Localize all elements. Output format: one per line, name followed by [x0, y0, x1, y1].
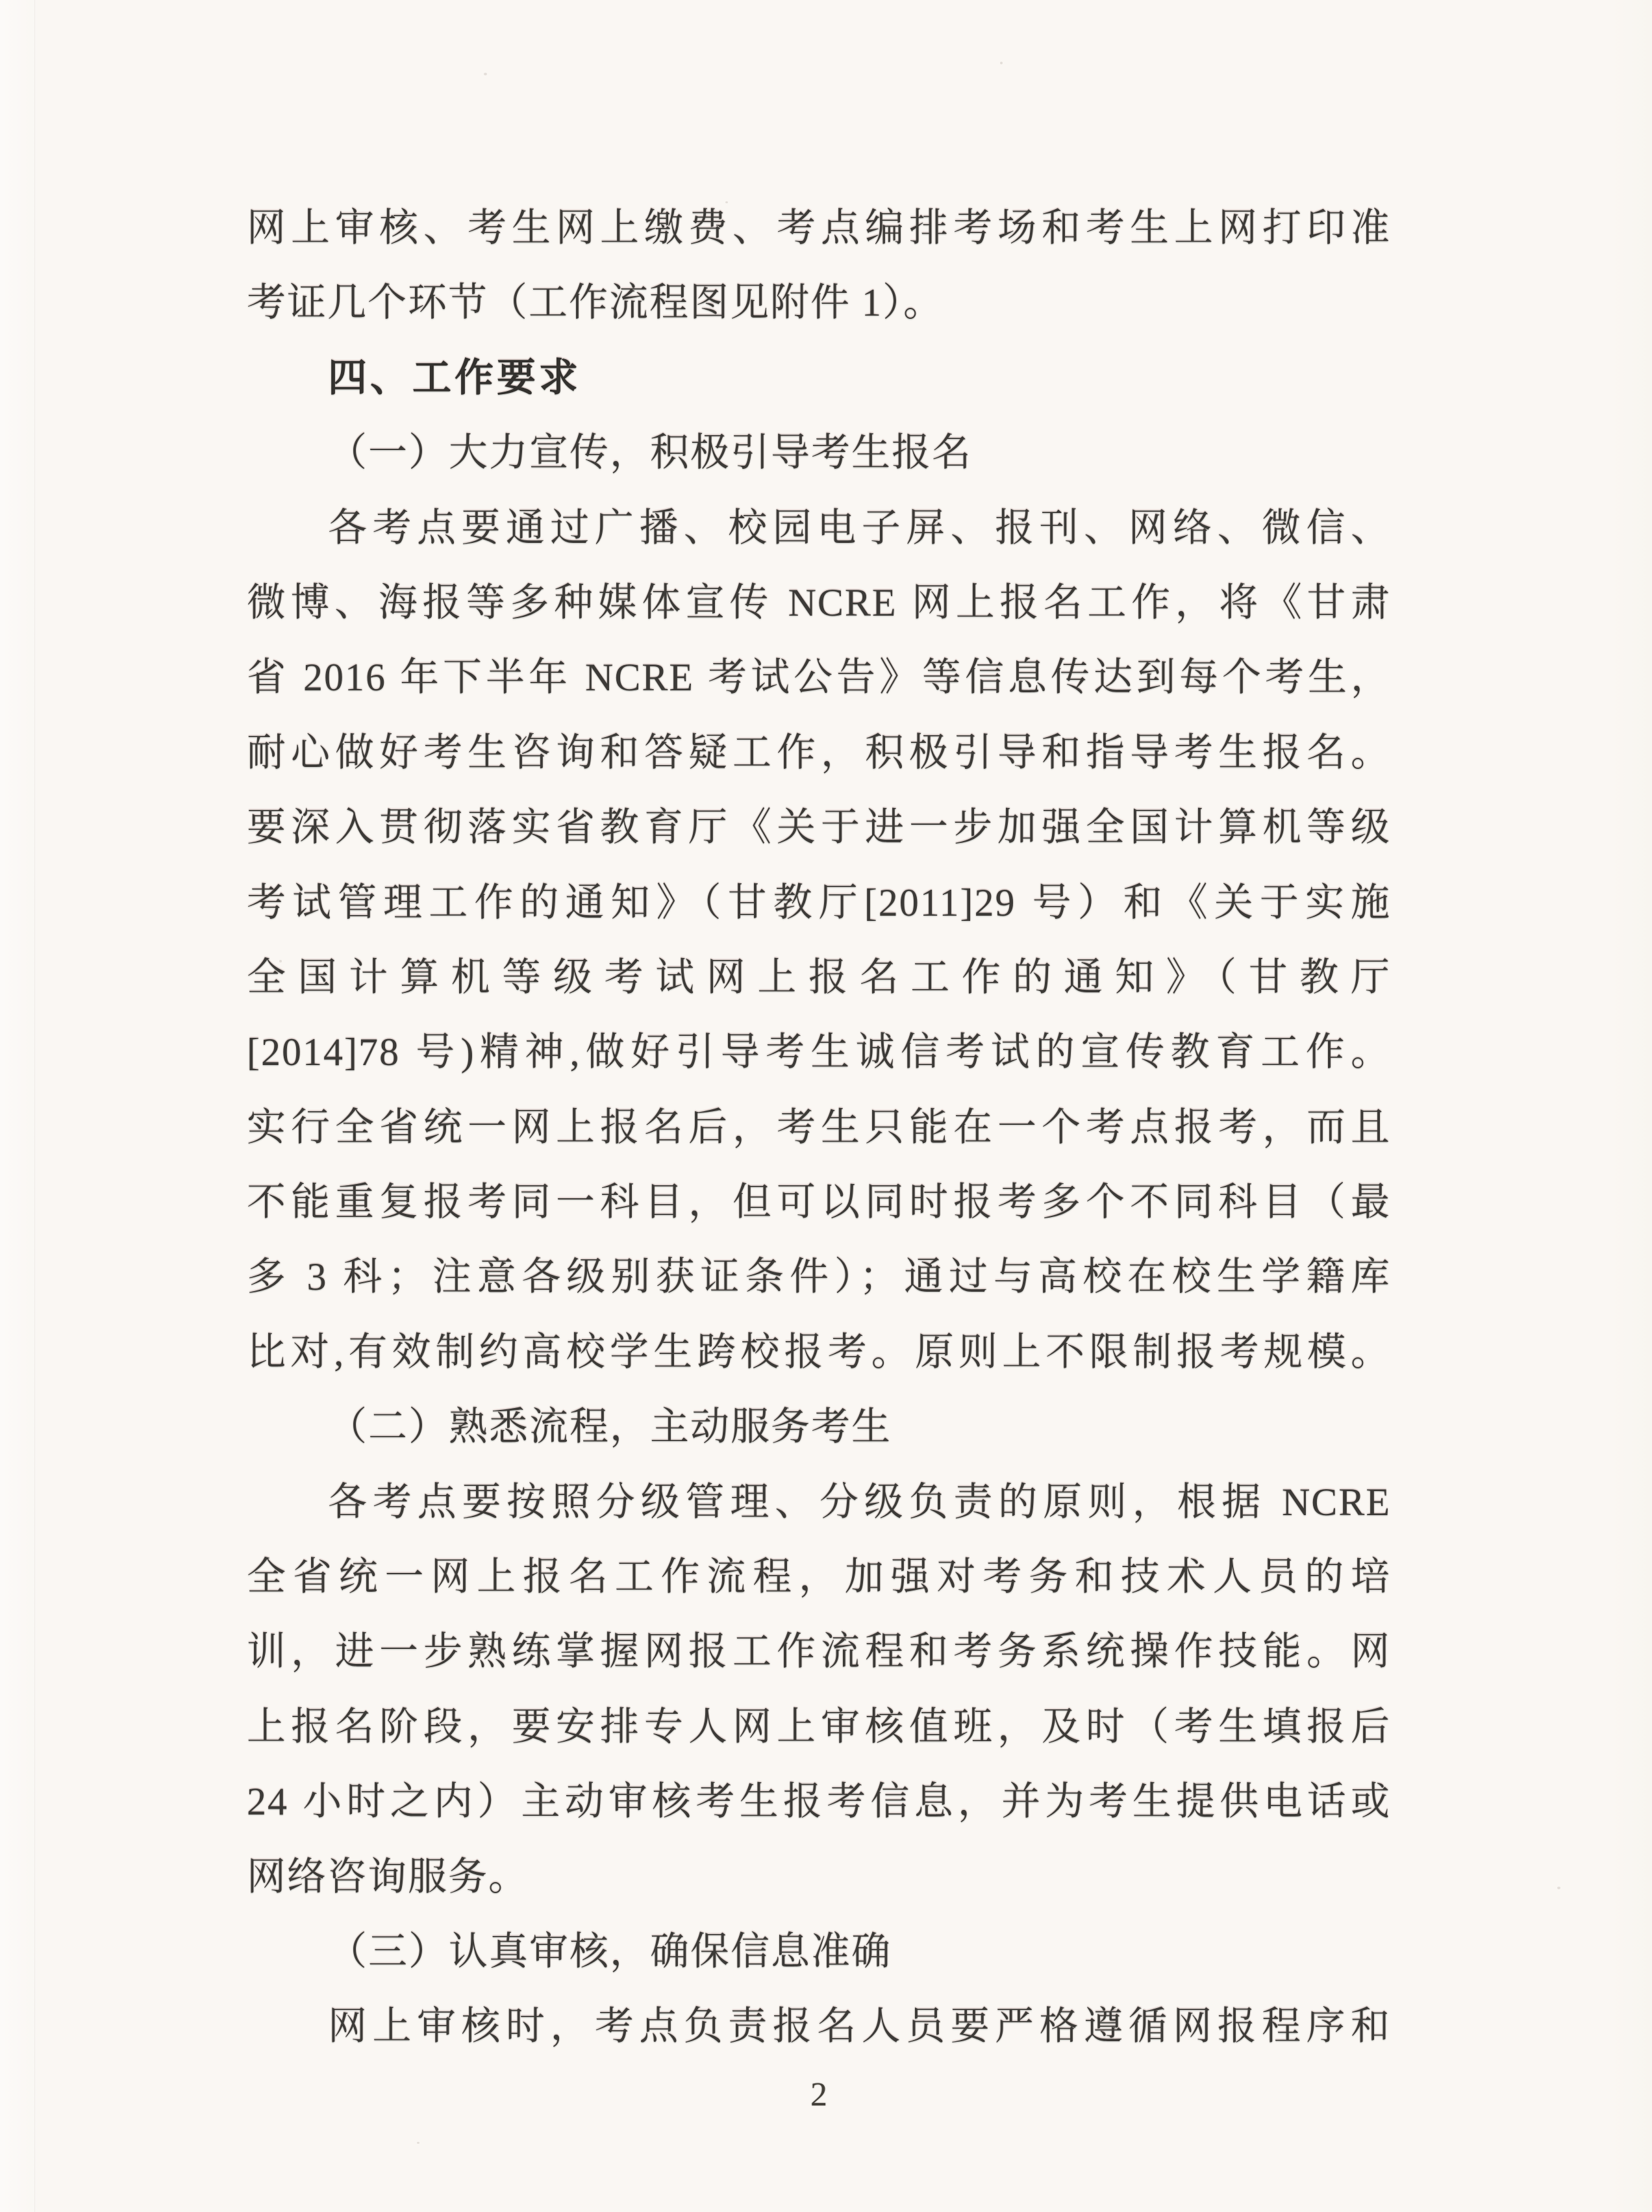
text-line: 省 2016 年下半年 NCRE 考试公告》等信息传达到每个考生， [247, 656, 1391, 699]
paper-edge-line [34, 0, 35, 2212]
text-line: 网上审核、考生网上缴费、考点编排考场和考生上网打印准 [247, 207, 1391, 249]
subsection-heading: （二）熟悉流程，主动服务考生 [328, 1405, 892, 1449]
scan-speckle [1557, 1887, 1560, 1889]
subsection-heading: （三）认真审核，确保信息准确 [328, 1929, 892, 1973]
scan-speckle [1000, 62, 1003, 64]
text-line: 训，进一步熟练掌握网报工作流程和考务系统操作技能。网 [247, 1630, 1391, 1674]
text-line: [2014]78 号)精神,做好引导考生诚信考试的宣传教育工作。 [247, 1031, 1391, 1074]
text-line: 24 小时之内）主动审核考生报考信息，并为考生提供电话或 [247, 1780, 1391, 1824]
text-line: 实行全省统一网上报名后，考生只能在一个考点报考，而且 [247, 1105, 1391, 1149]
text-line: 各考点要按照分级管理、分级负责的原则，根据 NCRE [328, 1480, 1391, 1524]
subsection-heading: （一）大力宣传，积极引导考生报名 [328, 431, 972, 475]
text-line: 考试管理工作的通知》（甘教厅[2011]29 号）和《关于实施 [247, 881, 1391, 924]
text-line: 网络咨询服务。 [247, 1855, 529, 1898]
text-line: 微博、海报等多种媒体宣传 NCRE 网上报名工作，将《甘肃 [247, 581, 1391, 624]
text-line: 多 3 科；注意各级别获证条件）；通过与高校在校生学籍库 [247, 1255, 1391, 1299]
section-heading: 四、工作要求 [328, 356, 581, 399]
text-line: 耐心做好考生咨询和答疑工作，积极引导和指导考生报名。 [247, 731, 1391, 774]
text-line: 全省统一网上报名工作流程，加强对考务和技术人员的培 [247, 1555, 1391, 1599]
text-line: 要深入贯彻落实省教育厅《关于进一步加强全国计算机等级 [247, 806, 1391, 849]
scan-speckle [484, 73, 487, 75]
text-line: 考证几个环节（工作流程图见附件 1）。 [247, 281, 944, 325]
text-line: 网上审核时，考点负责报名人员要严格遵循网报程序和 [328, 2005, 1391, 2048]
text-line: 比对,有效制约高校学生跨校报考。原则上不限制报考规模。 [247, 1330, 1391, 1374]
text-line: 不能重复报考同一科目，但可以同时报考多个不同科目（最 [247, 1181, 1391, 1224]
text-line: 各考点要通过广播、校园电子屏、报刊、网络、微信、 [328, 506, 1391, 549]
document-body-text [247, 191, 1391, 2065]
text-line: 上报名阶段，要安排专人网上审核值班，及时（考生填报后 [247, 1705, 1391, 1748]
text-line: 全国计算机等级考试网上报名工作的通知》（甘教厅 [247, 955, 1391, 999]
page-number: 2 [810, 2076, 827, 2113]
scan-speckle [417, 2142, 419, 2144]
